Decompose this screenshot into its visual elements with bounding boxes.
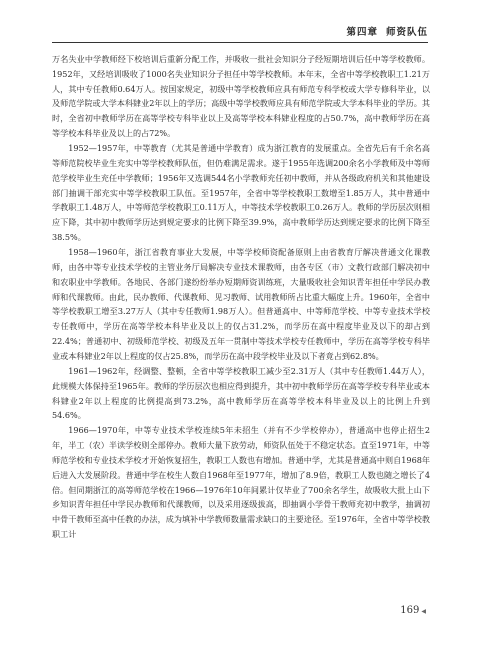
paragraph: 万名失业中学教师经下校培训后重新分配工作，并吸收一批社会知识分子经短期培训后任中等学校教师。1952年，又经培训吸收了1000名失业知识分子担任中等学校教师。本年末，全省中等学校教职工1.21万人，其中专任教师0.64万人。按国家规定，初级中等学校教师应具有师范专科学校或大学专修科毕业，以及师范学院或大学本科肄业2年以上的学历；高级中等学校教师应具有师范学院或大学本科毕业的学历。其时，全省初中教师学历在高等学校专科毕业以上及高等学校本科肄业程度的占50.7%，高中教师学历在高等学校本科毕业及以上的占72%。 xyxy=(52,54,430,138)
running-header xyxy=(346,24,428,38)
header-rule xyxy=(52,42,428,43)
paragraph: 1958—1960年，浙江省教育事业大发展，中等学校师资配备原则上由省教育厅解决普通文化课教师，由各中等专业技术学校的主管业务厅局解决专业技术课教师，由各专区（市）文教行政部门解决初中和农职业中学教师。各地民、各部门遂纷纷举办短期师资训练班，大量吸收社会知识青年担任中学民办教师和代课教师。由此，民办教师、代课教师、见习教师、试用教师所占比重大幅度上升。1960年，全省中等学校教职工增至3.27万人（其中专任教师1.98万人）。但普通高中、中等师范学校、中等专业技术学校专任教师中，学历在高等学校本科毕业及以上的仅占31.2%，而学历在高中程度毕业及以下的却占到22.4%；普通初中、初级师范学校、初级及五年一贯制中等技术学校专任教师中，学历在高等学校专科毕业或本科肄业2年以上程度的仅占25.8%，而学历在高中段学校毕业及以下者竟占到62.8%。 xyxy=(52,247,430,361)
page-number: 169 xyxy=(400,605,420,616)
page-footer xyxy=(400,605,426,616)
page-body xyxy=(52,52,430,542)
chapter-label: 第四章 xyxy=(346,27,378,38)
chapter-title: 师资队伍 xyxy=(385,27,428,38)
paragraph: 1961—1962年，经调整、整顿，全省中等学校教职工减少至2.31万人（其中专任教师1.44万人），此规模大体保持至1965年。教师的学历层次也相应得到提升，其中初中教师学历在高等学校专科毕业或本科肄业2年以上程度的比例提高到73.2%，高中教师学历在高等学校本科毕业及以上的比例上升到54.6%。 xyxy=(52,365,430,421)
page-mark-icon: ◀ xyxy=(421,608,426,615)
paragraph: 1966—1970年，中等专业技术学校连续5年未招生（并有不少学校停办），普通高中也停止招生2年，半工（农）半读学校则全部停办。教师大量下放劳动，师资队伍处于不稳定状态。直至1971年，中等师范学校和专业技术学校才开始恢复招生，教职工人数也有增加。普通中学，尤其是普通高中则自1968年后进入大发展阶段。普通中学在校生人数自1968年至1977年，增加了8.9倍，教职工人数也随之增长了4倍。但同期浙江的高等师范学校在1966—1976年10年间累计仅毕业了700余名学生，故吸收大批上山下乡知识青年担任中学民办教师和代课教师，以及采用逐级拔高，即抽调小学骨干教师充初中教学，抽调初中骨干教师至高中任教的办法，成为填补中学教师数量需求缺口的主要途径。至1976年，全省中等学校教职工计 xyxy=(52,425,430,540)
paragraph: 1952—1957年，中等教育（尤其是普通中学教育）成为浙江教育的发展重点。全省先后有千余名高等师范院校毕业生充实中等学校教师队伍，但仍难满足需求。遂于1955年选调200余名小学教师及中等师范学校毕业生充任中学教师；1956年又选调544名小学教师充任初中教师，并从各级政府机关和其他建设部门抽调干部充实中等学校教职工队伍。至1957年，全省中等学校教职工数增至1.85万人，其中普通中学教职工1.48万人，中等师范学校教职工0.11万人，中等技术学校教职工0.26万人。教师的学历层次则相应下降，其中初中教师学历达到规定要求的比例下降至39.9%，高中教师学历达到规定要求的比例下降至38.5%。 xyxy=(52,143,430,242)
